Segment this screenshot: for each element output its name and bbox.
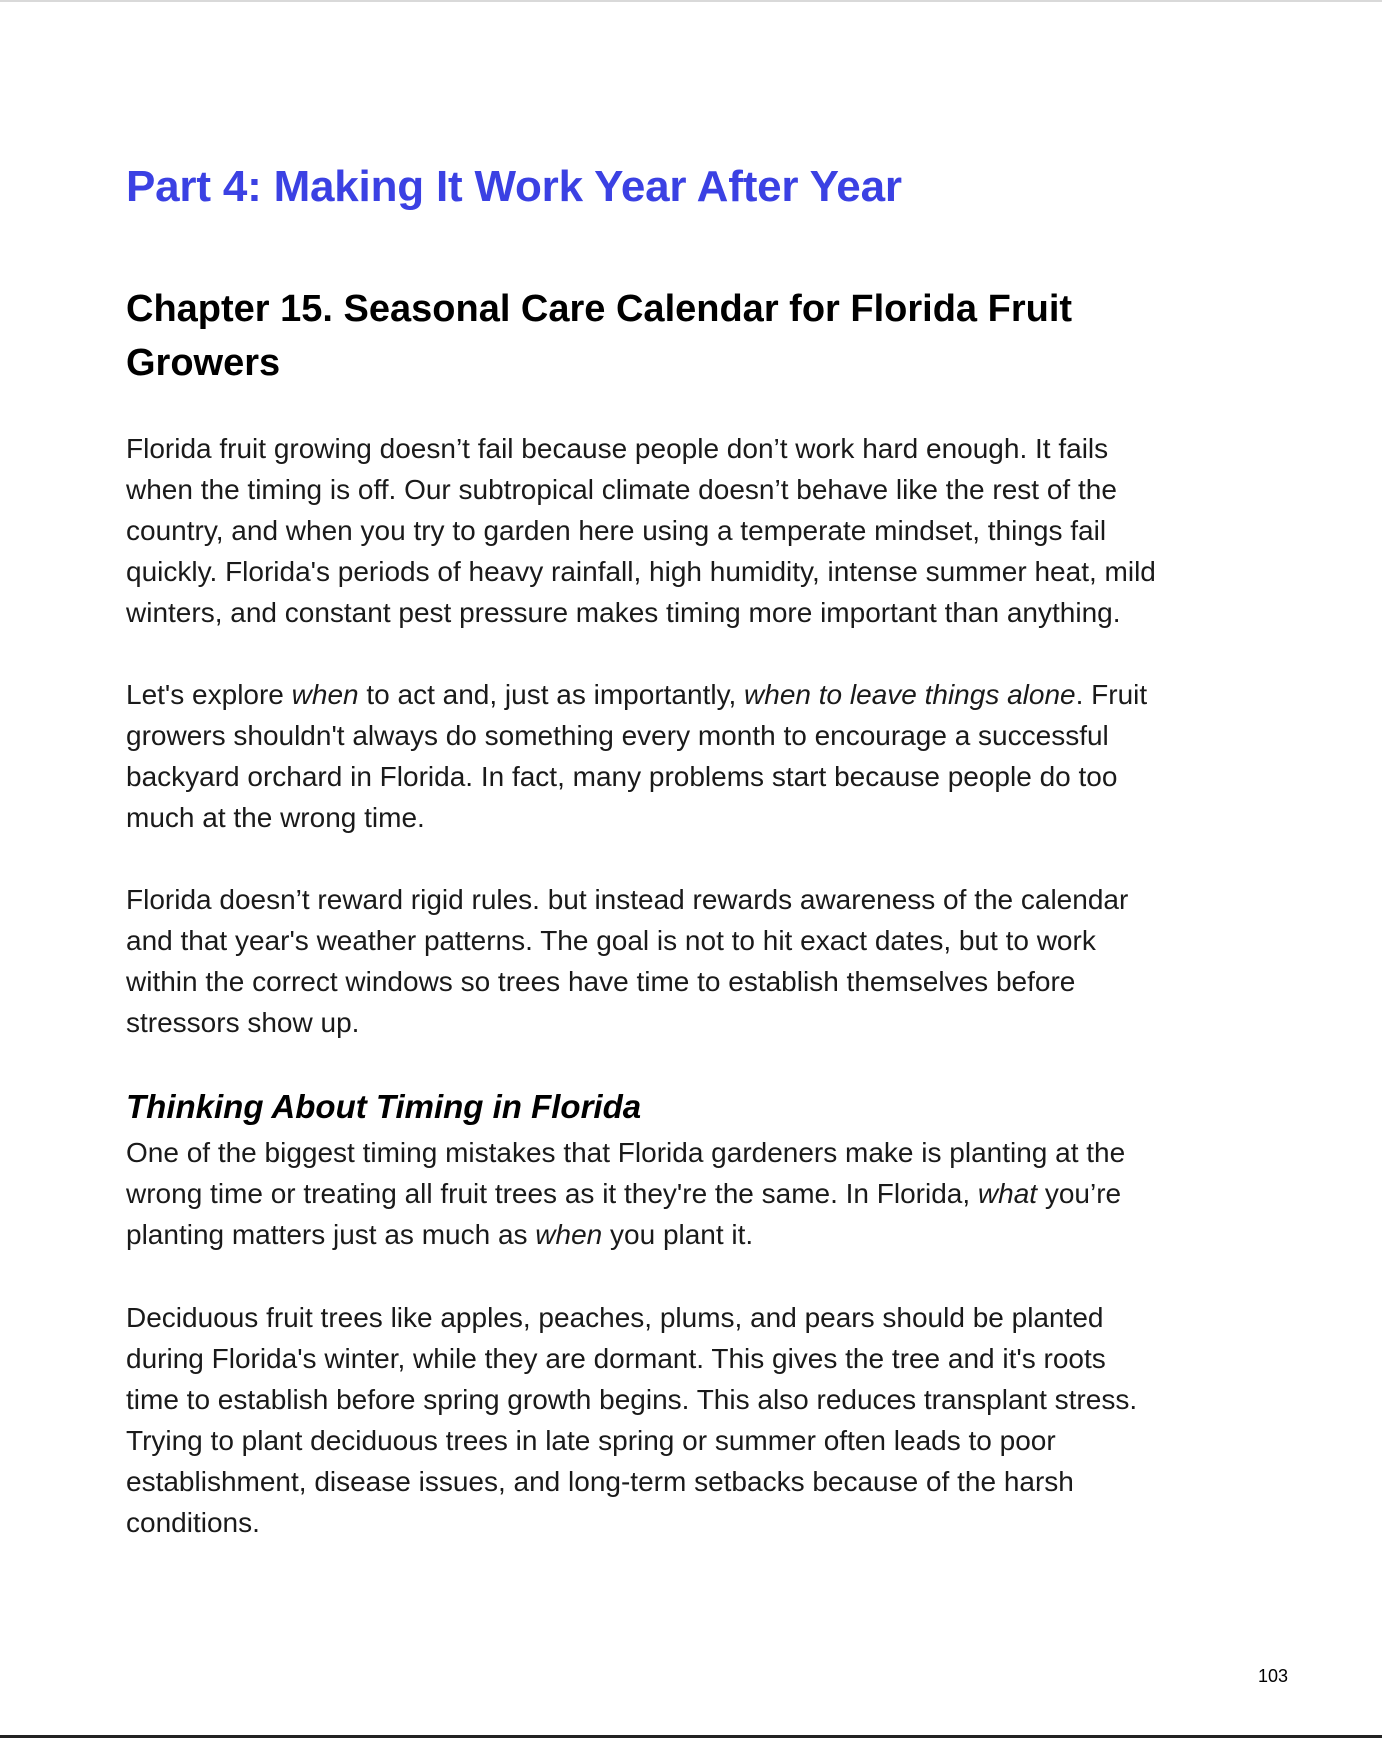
paragraph-line: quickly. Florida's periods of heavy rainfall, high humidity, intense summer heat, mild	[126, 556, 1156, 587]
paragraph-line: conditions.	[126, 1507, 260, 1538]
paragraph-line: establishment, disease issues, and long-term setbacks because of the harsh	[126, 1466, 1074, 1497]
deciduous-paragraph	[126, 1297, 1137, 1543]
page-number: 103	[1257, 1666, 1288, 1686]
paragraph-line: growers shouldn't always do something every month to encourage a successful	[126, 720, 1109, 751]
text-run: Let's explore	[126, 679, 292, 710]
paragraph-line: Florida doesn’t reward rigid rules. but instead rewards awareness of the calendar	[126, 884, 1129, 915]
explore-paragraph	[126, 674, 1147, 838]
text-run: you’re	[1037, 1178, 1122, 1209]
timing-paragraph	[126, 1132, 1125, 1255]
text-run: planting matters just as much as	[126, 1219, 536, 1250]
emphasis-text: when	[291, 679, 359, 710]
intro-paragraph	[126, 428, 1156, 633]
paragraph-line: when the timing is off. Our subtropical climate doesn’t behave like the rest of the	[126, 474, 1117, 505]
paragraph-line: stressors show up.	[126, 1007, 360, 1038]
paragraph-line: during Florida's winter, while they are dormant. This gives the tree and it's roots	[126, 1343, 1106, 1374]
emphasis-text: when to leave things alone	[744, 679, 1076, 710]
text-run: wrong time or treating all fruit trees as it they're the same. In Florida,	[126, 1178, 978, 1209]
paragraph-line: Florida fruit growing doesn’t fail because people don’t work hard enough. It fails	[126, 433, 1109, 464]
paragraph-line: within the correct windows so trees have time to establish themselves before	[126, 966, 1076, 997]
paragraph-line: Trying to plant deciduous trees in late spring or summer often leads to poor	[126, 1425, 1056, 1456]
paragraph-line: One of the biggest timing mistakes that Florida gardeners make is planting at the	[126, 1137, 1126, 1168]
top-border	[0, 0, 1382, 2]
paragraph-line: and that year's weather patterns. The goal is not to hit exact dates, but to work	[126, 925, 1096, 956]
paragraph-line: backyard orchard in Florida. In fact, many problems start because people do too	[126, 761, 1118, 792]
part-title: Part 4: Making It Work Year After Year	[126, 162, 902, 211]
text-run: . Fruit	[1075, 679, 1148, 710]
paragraph-line	[126, 674, 1147, 715]
text-run: to act and, just as importantly,	[358, 679, 745, 710]
paragraph-line: time to establish before spring growth begins. This also reduces transplant stress.	[126, 1384, 1138, 1415]
paragraph-line	[126, 1214, 1125, 1255]
paragraph-line: much at the wrong time.	[126, 802, 425, 833]
rules-paragraph	[126, 879, 1128, 1043]
paragraph-line: country, and when you try to garden here using a temperate mindset, things fail	[126, 515, 1107, 546]
emphasis-text: what	[977, 1178, 1038, 1209]
emphasis-text: when	[535, 1219, 603, 1250]
paragraph-line: Deciduous fruit trees like apples, peaches, plums, and pears should be planted	[126, 1302, 1104, 1333]
text-run: you plant it.	[602, 1219, 754, 1250]
section-subheading: Thinking About Timing in Florida	[126, 1088, 642, 1125]
chapter-title: Chapter 15. Seasonal Care Calendar for Florida Fruit Growers	[126, 288, 1073, 384]
paragraph-line	[126, 1173, 1125, 1214]
paragraph-line: winters, and constant pest pressure makes timing more important than anything.	[126, 597, 1121, 628]
